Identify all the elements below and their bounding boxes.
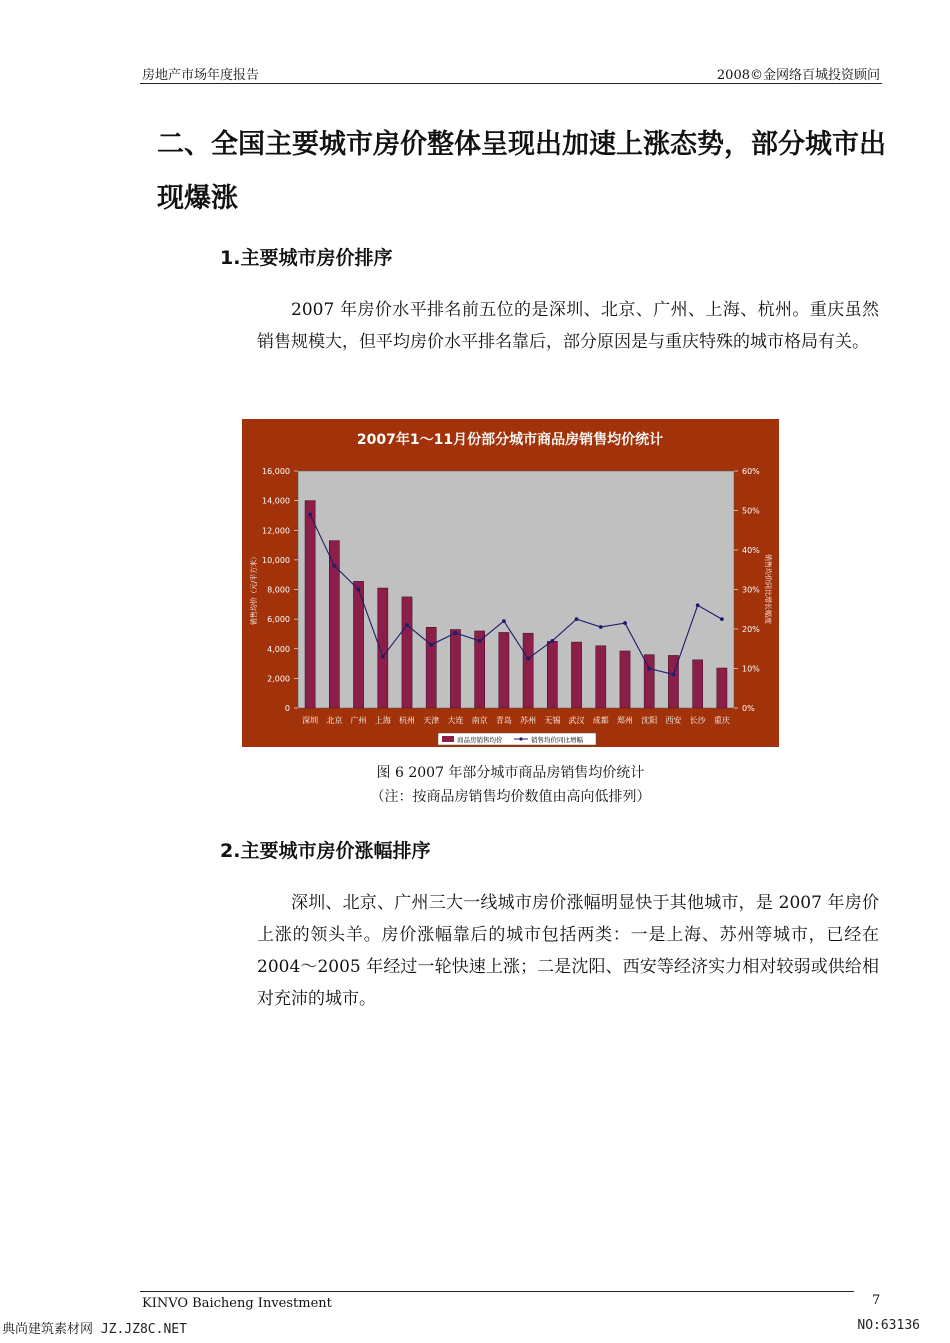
growth-point	[429, 643, 433, 647]
x-tick-label: 北京	[326, 716, 343, 725]
bar	[547, 641, 557, 708]
watermark-right: NO:63136	[857, 1318, 920, 1333]
legend-bar-swatch	[442, 736, 454, 742]
x-tick-label: 重庆	[713, 716, 730, 725]
y-axis-label: 销售均价（元/平方米）	[250, 552, 258, 626]
header-rule	[140, 83, 882, 84]
bar	[426, 627, 436, 708]
y-tick-label: 14,000	[262, 496, 290, 506]
bar	[402, 597, 412, 708]
legend-label-bar: 商品房销售均价	[457, 736, 503, 744]
y2-tick-label: 50%	[742, 506, 760, 516]
growth-point	[405, 623, 409, 627]
bar	[596, 646, 606, 708]
growth-point	[308, 513, 312, 517]
x-tick-label: 大连	[447, 716, 464, 725]
x-tick-label: 上海	[374, 716, 391, 725]
growth-point	[526, 657, 530, 661]
footer-company: KINVO Baicheng Investment	[142, 1296, 332, 1311]
bar	[620, 651, 630, 708]
x-tick-label: 成都	[592, 716, 609, 725]
legend-label-line: 销售均价同比增幅	[531, 736, 583, 744]
growth-point	[696, 603, 700, 607]
growth-point	[502, 619, 506, 623]
y2-tick-label: 30%	[742, 585, 760, 595]
x-tick-label: 武汉	[568, 716, 585, 725]
paragraph-2: 深圳、北京、广州三大一线城市房价涨幅明显快于其他城市，是 2007 年房价上涨的领头羊。房价涨幅靠后的城市包括两类：一是上海、苏州等城市，已经在 2004～2005 年经过一轮快速上涨；二是沈阳、西安等经济实力相对较弱或供给相对充沛的城市。	[257, 893, 879, 1009]
y-tick-label: 16,000	[262, 467, 290, 476]
y2-tick-label: 0%	[742, 704, 755, 713]
paragraph-1: 2007 年房价水平排名前五位的是深圳、北京、广州、上海、杭州。重庆虽然销售规模大，但平均房价水平排名靠后，部分原因是与重庆特殊的城市格局有关。	[257, 300, 879, 352]
growth-point	[454, 631, 458, 635]
growth-point	[332, 564, 336, 568]
x-tick-label: 深圳	[302, 716, 319, 725]
bar	[305, 501, 315, 708]
footer-rule	[140, 1291, 854, 1292]
y2-axis-label: 销售均价同比增长幅度	[764, 554, 772, 624]
growth-point	[647, 667, 651, 671]
growth-point	[623, 621, 627, 625]
x-tick-label: 杭州	[399, 716, 415, 725]
subsection-heading-2: 2.主要城市房价涨幅排序	[220, 840, 431, 862]
growth-point	[575, 617, 579, 621]
x-tick-label: 长沙	[689, 716, 706, 725]
y-tick-label: 2,000	[267, 674, 290, 684]
bar	[450, 629, 460, 708]
growth-point	[672, 673, 676, 677]
legend-line-marker	[519, 737, 522, 740]
watermark-left: 典尚建筑素材网 JZ.JZ8C.NET	[2, 1322, 187, 1337]
y-tick-label: 8,000	[267, 585, 290, 595]
bar	[499, 632, 509, 708]
subsection-heading-1: 1.主要城市房价排序	[220, 247, 393, 269]
growth-point	[599, 625, 603, 629]
chart-caption-2: （注：按商品房销售均价数值由高向低排列）	[370, 789, 651, 805]
page-number: 7	[872, 1293, 881, 1308]
y-tick-label: 12,000	[262, 526, 290, 536]
x-tick-label: 南京	[471, 716, 488, 725]
x-tick-label: 天津	[423, 716, 440, 725]
growth-point	[357, 588, 361, 592]
x-tick-label: 广州	[350, 716, 367, 725]
x-tick-label: 沈阳	[641, 716, 658, 725]
y2-tick-label: 40%	[742, 546, 760, 555]
chart-legend	[438, 733, 596, 745]
x-tick-label: 西安	[665, 716, 682, 725]
x-tick-label: 青岛	[495, 716, 512, 725]
header-right: 2008©金网络百城投资顾问	[716, 68, 880, 83]
growth-point	[478, 639, 482, 643]
bar	[571, 642, 581, 708]
y2-tick-label: 20%	[742, 625, 760, 634]
bar	[717, 668, 727, 708]
y-tick-label: 10,000	[262, 555, 290, 565]
growth-point	[381, 655, 385, 659]
x-tick-label: 无锡	[544, 716, 561, 725]
y2-tick-label: 60%	[742, 467, 760, 476]
price-chart	[242, 419, 779, 747]
section-title: 二、全国主要城市房价整体呈现出加速上涨态势，部分城市出现爆涨	[157, 129, 886, 214]
y-tick-label: 4,000	[267, 644, 290, 654]
chart-panel	[242, 419, 779, 747]
growth-point	[720, 617, 724, 621]
y-tick-label: 6,000	[267, 615, 290, 625]
bar	[523, 633, 533, 708]
x-tick-label: 苏州	[520, 716, 537, 725]
y-tick-label: 0	[284, 704, 290, 713]
x-tick-label: 郑州	[617, 716, 633, 725]
bar	[693, 660, 703, 708]
growth-point	[550, 639, 554, 643]
chart-caption-1: 图 6 2007 年部分城市商品房销售均价统计	[376, 765, 645, 781]
y2-tick-label: 10%	[742, 664, 760, 674]
header-left: 房地产市场年度报告	[142, 68, 260, 83]
chart-title: 2007年1～11月份部分城市商品房销售均价统计	[356, 432, 664, 448]
